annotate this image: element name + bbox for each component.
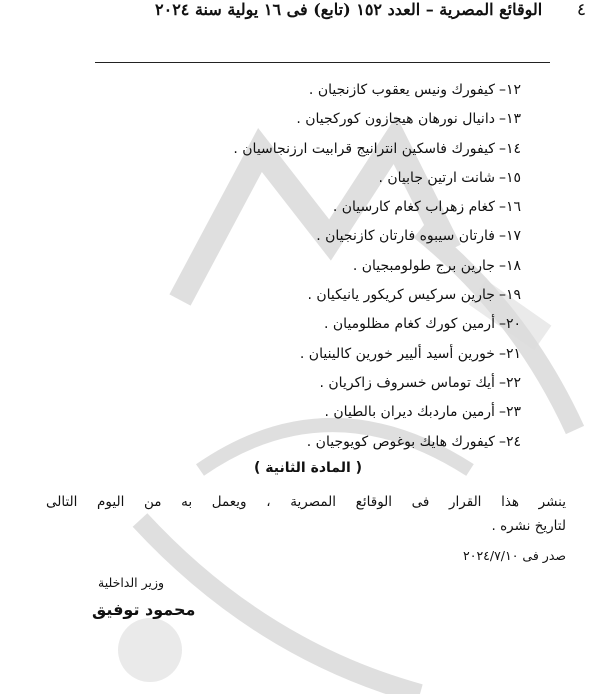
- item-number: ١٢–: [498, 82, 521, 98]
- article-body: [46, 490, 566, 538]
- list-item: [101, 109, 521, 138]
- signer-name: محمود توفيق: [92, 600, 196, 619]
- item-name: خورين أسيد أليير خورين كالينيان .: [299, 345, 495, 362]
- item-name: كيفورك ونيس يعقوب كازنجيان .: [308, 82, 495, 98]
- article-body-line: ينشر هذا القرار فى الوقائع المصرية ، ويعمل به من اليوم التالى: [46, 494, 566, 510]
- list-item: [101, 168, 521, 197]
- item-number: ٢٢–: [498, 374, 521, 391]
- article-heading: ( المادة الثانية ): [253, 460, 363, 476]
- item-number: ١٨–: [498, 257, 521, 274]
- list-item: [101, 285, 521, 314]
- list-item: [101, 80, 521, 109]
- names-list: [101, 80, 521, 461]
- item-name: كيفورك هايك بوغوص كويوجيان .: [306, 433, 495, 450]
- list-item: [101, 226, 521, 255]
- item-number: ١٦–: [498, 199, 521, 216]
- item-name: كيفورك فاسكين انترانيج قرابيت ارزنجاسيان .: [233, 140, 495, 157]
- list-item: [101, 344, 521, 373]
- item-name: كغام زهراب كغام كارسيان .: [332, 199, 495, 216]
- list-item: [101, 432, 521, 461]
- item-number: ١٥–: [498, 169, 521, 186]
- list-item: [101, 256, 521, 285]
- list-item: [101, 373, 521, 402]
- item-number: ١٧–: [498, 228, 521, 245]
- item-number: ١٤–: [498, 140, 521, 157]
- item-name: شانت ارتين جابيان .: [378, 169, 495, 186]
- issue-date: صدر فى ٢٠٢٤/٧/١٠: [463, 548, 566, 563]
- item-number: ١٩–: [498, 287, 521, 304]
- item-name: دانيال نورهان هيجازون كوركجيان .: [296, 111, 495, 128]
- item-name: جارين سركيس كريكور يانيكيان .: [307, 287, 495, 304]
- signer-title: وزير الداخلية: [98, 575, 165, 590]
- item-name: جارين برج طولومبجيان .: [352, 257, 495, 274]
- header-title: الوقائع المصرية – العدد ١٥٢ (تابع) فى ١٦ يولية سنة ٢٠٢٤: [155, 0, 543, 19]
- item-name: أرمين ماردبك ديران بالطيان .: [324, 404, 495, 421]
- item-name: أرمين كورك كغام مظلوميان .: [324, 316, 495, 333]
- article-body-line: لتاريخ نشره .: [491, 518, 566, 534]
- item-number: ٢٤–: [498, 433, 521, 450]
- header-divider: [95, 62, 550, 63]
- item-name: أيك توماس خسروف زاكريان .: [319, 374, 495, 391]
- item-number: ٢٣–: [498, 404, 521, 421]
- page-number: ٤: [576, 0, 586, 20]
- list-item: [101, 314, 521, 343]
- item-number: ٢١–: [498, 345, 521, 362]
- list-item: [101, 197, 521, 226]
- list-item: [101, 139, 521, 168]
- item-number: ٢٠–: [498, 316, 521, 333]
- page-header: [30, 22, 586, 48]
- list-item: [101, 402, 521, 431]
- item-name: فارتان سيبوه فارتان كازنجيان .: [316, 228, 495, 245]
- item-number: ١٣–: [498, 111, 521, 128]
